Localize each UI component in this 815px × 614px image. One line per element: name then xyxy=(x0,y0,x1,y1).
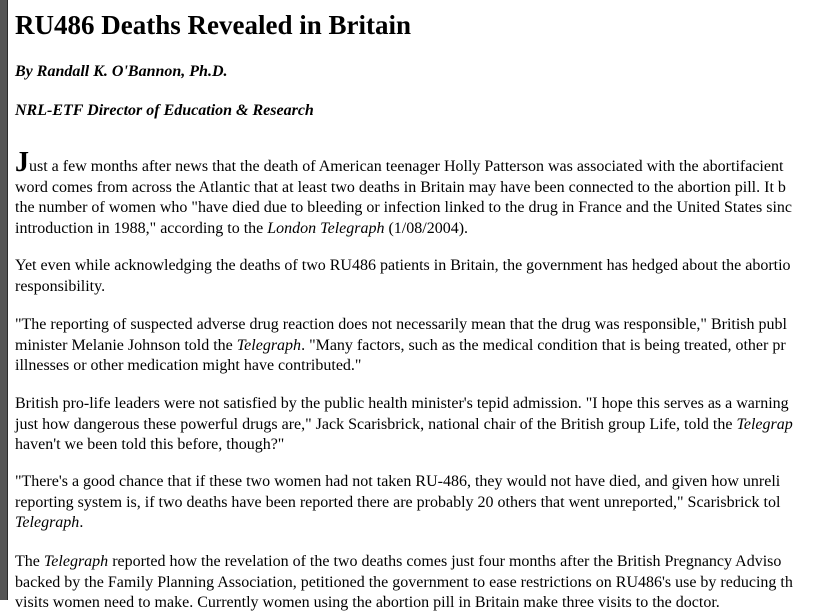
paragraph-line: word comes from across the Atlantic that at least two deaths in Britain may have been connected to the abortion pill. It b xyxy=(15,178,786,196)
publication-name: Telegraph xyxy=(236,336,302,354)
text-span: (1/08/2004). xyxy=(384,219,469,237)
paragraph-line: the number of women who "have died due to bleeding or infection linked to the drug in France and the United States sinc xyxy=(15,199,792,216)
text-span: . xyxy=(79,514,84,531)
left-border xyxy=(0,0,8,600)
paragraph-6 xyxy=(15,552,793,614)
paragraph-line: backed by the Family Planning Association, petitioned the government to ease restrictions on RU486's use by reducing th xyxy=(15,573,793,591)
publication-name: London Telegraph xyxy=(267,219,385,237)
text-span: ust a few months after news that the death of American teenager Holly Patterson was associated with the abortifacient xyxy=(29,158,784,175)
paragraph-5 xyxy=(15,472,780,534)
paragraph-line xyxy=(15,147,792,178)
text-span: . "Many factors, such as the medical condition that is being treated, other pr xyxy=(301,336,786,354)
text-span: reported how the revelation of the two deaths comes just four months after the British Pregnancy Adviso xyxy=(108,553,782,570)
author-title: NRL-ETF Director of Education & Research xyxy=(15,102,314,119)
publication-name: Telegraph xyxy=(15,514,80,531)
paragraph-line xyxy=(15,336,787,357)
paragraph-2 xyxy=(15,256,791,297)
text-span: just how dangerous these powerful drugs are," Jack Scarisbrick, national chair of the British group Life, told the xyxy=(15,415,737,433)
paragraph-line: visits women need to make. Currently women using the abortion pill in Britain make three visits to the doctor. xyxy=(15,594,720,611)
drop-cap: J xyxy=(15,147,29,178)
paragraph-line: reporting system is, if two deaths have been reported there are probably 20 others that went unreported," Scarisbrick tol xyxy=(15,493,781,511)
paragraph-line: Yet even while acknowledging the deaths of two RU486 patients in Britain, the government has hedged about the abortio xyxy=(15,257,791,274)
paragraph-line: responsibility. xyxy=(15,277,106,295)
paragraph-line: "The reporting of suspected adverse drug reaction does not necessarily mean that the drug was responsible," British publ xyxy=(15,316,787,333)
publication-name: Telegraph xyxy=(43,553,109,570)
text-span: introduction in 1988," according to the xyxy=(15,219,268,237)
publication-name: Telegrap xyxy=(736,415,793,433)
page-title: RU486 Deaths Revealed in Britain xyxy=(15,10,411,40)
paragraph-line xyxy=(15,552,793,573)
paragraph-line xyxy=(15,219,792,240)
text-span: minister Melanie Johnson told the xyxy=(15,336,237,354)
paragraph-line xyxy=(15,415,793,436)
paragraph-line xyxy=(15,513,780,534)
paragraph-3 xyxy=(15,315,787,377)
author-byline: By Randall K. O'Bannon, Ph.D. xyxy=(15,63,228,80)
paragraph-line: British pro-life leaders were not satisfied by the public health minister's tepid admission. "I hope this serves as a warning xyxy=(15,395,789,412)
paragraph-line: haven't we been told this before, though?" xyxy=(15,436,285,453)
paragraph-4 xyxy=(15,394,793,456)
paragraph-line: illnesses or other medication might have contributed." xyxy=(15,357,362,374)
paragraph-1 xyxy=(15,147,792,239)
paragraph-line: "There's a good chance that if these two women had not taken RU-486, they would not have died, and given how unreli xyxy=(15,473,781,490)
text-span: The xyxy=(15,553,44,570)
